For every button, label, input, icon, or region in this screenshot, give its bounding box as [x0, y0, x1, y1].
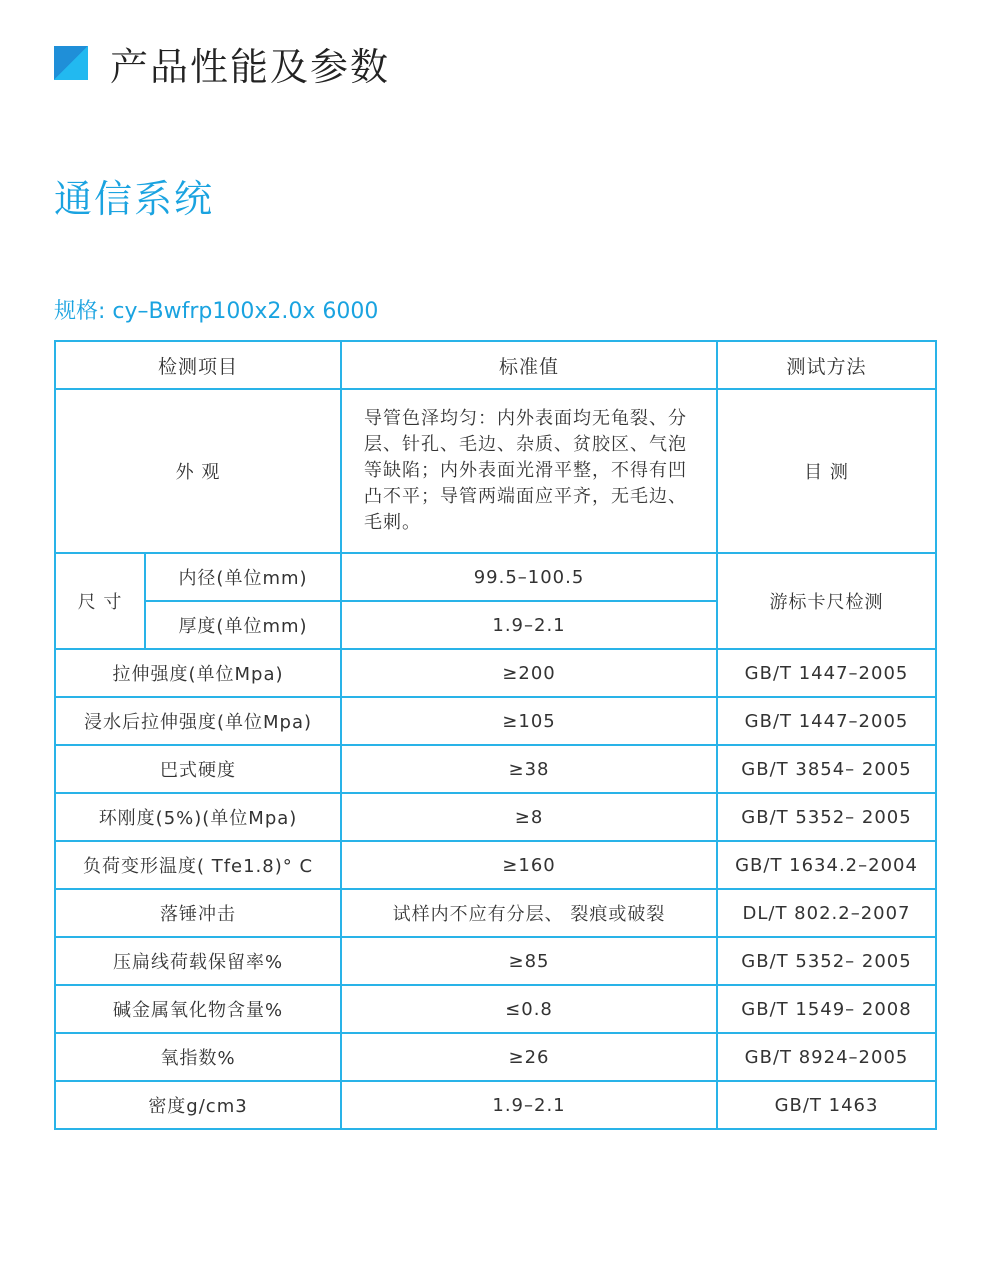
row-standard: ≥38 [341, 745, 717, 793]
dimension-group: 尺 寸 [55, 553, 145, 649]
appearance-standard: 导管色泽均匀：内外表面均无龟裂、分层、针孔、毛边、杂质、贫胶区、气泡等缺陷；内外表面光滑平整，不得有凹凸不平；导管两端面应平齐，无毛边、毛刺。 [341, 389, 717, 553]
row-method: GB/T 8924–2005 [717, 1033, 936, 1081]
row-method: GB/T 1447–2005 [717, 649, 936, 697]
dimension-inner-standard: 99.5–100.5 [341, 553, 717, 601]
row-item: 负荷变形温度( Tfe1.8)° C [55, 841, 341, 889]
row-standard: ≤0.8 [341, 985, 717, 1033]
row-item: 环刚度(5%)(单位Mpa) [55, 793, 341, 841]
table-row [55, 889, 936, 937]
row-standard: ≥85 [341, 937, 717, 985]
page-title: 产品性能及参数 [110, 44, 391, 89]
row-item: 落锤冲击 [55, 889, 341, 937]
row-item: 浸水后拉伸强度(单位Mpa) [55, 697, 341, 745]
row-item: 氧指数% [55, 1033, 341, 1081]
row-method: GB/T 5352– 2005 [717, 793, 936, 841]
row-item: 巴式硬度 [55, 745, 341, 793]
table-row [55, 1033, 936, 1081]
header-standard: 标准值 [341, 341, 717, 389]
appearance-method: 目 测 [717, 389, 936, 553]
spec-table [54, 340, 937, 1130]
row-standard: ≥26 [341, 1033, 717, 1081]
section-title: 通信系统 [54, 177, 215, 221]
row-standard: ≥8 [341, 793, 717, 841]
appearance-item: 外 观 [55, 389, 341, 553]
table-header-row [55, 341, 936, 389]
header-item: 检测项目 [55, 341, 341, 389]
row-item: 密度g/cm3 [55, 1081, 341, 1129]
table-row [55, 745, 936, 793]
dimension-inner-item: 内径(单位mm) [145, 553, 341, 601]
table-row [55, 793, 936, 841]
row-method: GB/T 1447–2005 [717, 697, 936, 745]
dimension-thickness-standard: 1.9–2.1 [341, 601, 717, 649]
row-standard: ≥105 [341, 697, 717, 745]
row-method: GB/T 1634.2–2004 [717, 841, 936, 889]
table-row [55, 841, 936, 889]
row-standard: 试样内不应有分层、 裂痕或破裂 [341, 889, 717, 937]
row-standard: 1.9–2.1 [341, 1081, 717, 1129]
row-method: GB/T 5352– 2005 [717, 937, 936, 985]
row-method: GB/T 1549– 2008 [717, 985, 936, 1033]
table-row [55, 389, 936, 553]
row-standard: ≥160 [341, 841, 717, 889]
row-item: 拉伸强度(单位Mpa) [55, 649, 341, 697]
header-method: 测试方法 [717, 341, 936, 389]
table-row [55, 985, 936, 1033]
spec-label: 规格: cy–Bwfrp100x2.0x 6000 [54, 299, 379, 324]
dimension-thickness-item: 厚度(单位mm) [145, 601, 341, 649]
page-header [54, 38, 390, 88]
header-square-icon [54, 46, 88, 80]
table-row [55, 697, 936, 745]
row-method: GB/T 3854– 2005 [717, 745, 936, 793]
table-row [55, 649, 936, 697]
row-item: 碱金属氧化物含量% [55, 985, 341, 1033]
table-row [55, 937, 936, 985]
row-method: GB/T 1463 [717, 1081, 936, 1129]
row-method: DL/T 802.2–2007 [717, 889, 936, 937]
table-row [55, 553, 936, 601]
row-item: 压扁线荷载保留率% [55, 937, 341, 985]
table-row [55, 1081, 936, 1129]
row-standard: ≥200 [341, 649, 717, 697]
dimension-method: 游标卡尺检测 [717, 553, 936, 649]
